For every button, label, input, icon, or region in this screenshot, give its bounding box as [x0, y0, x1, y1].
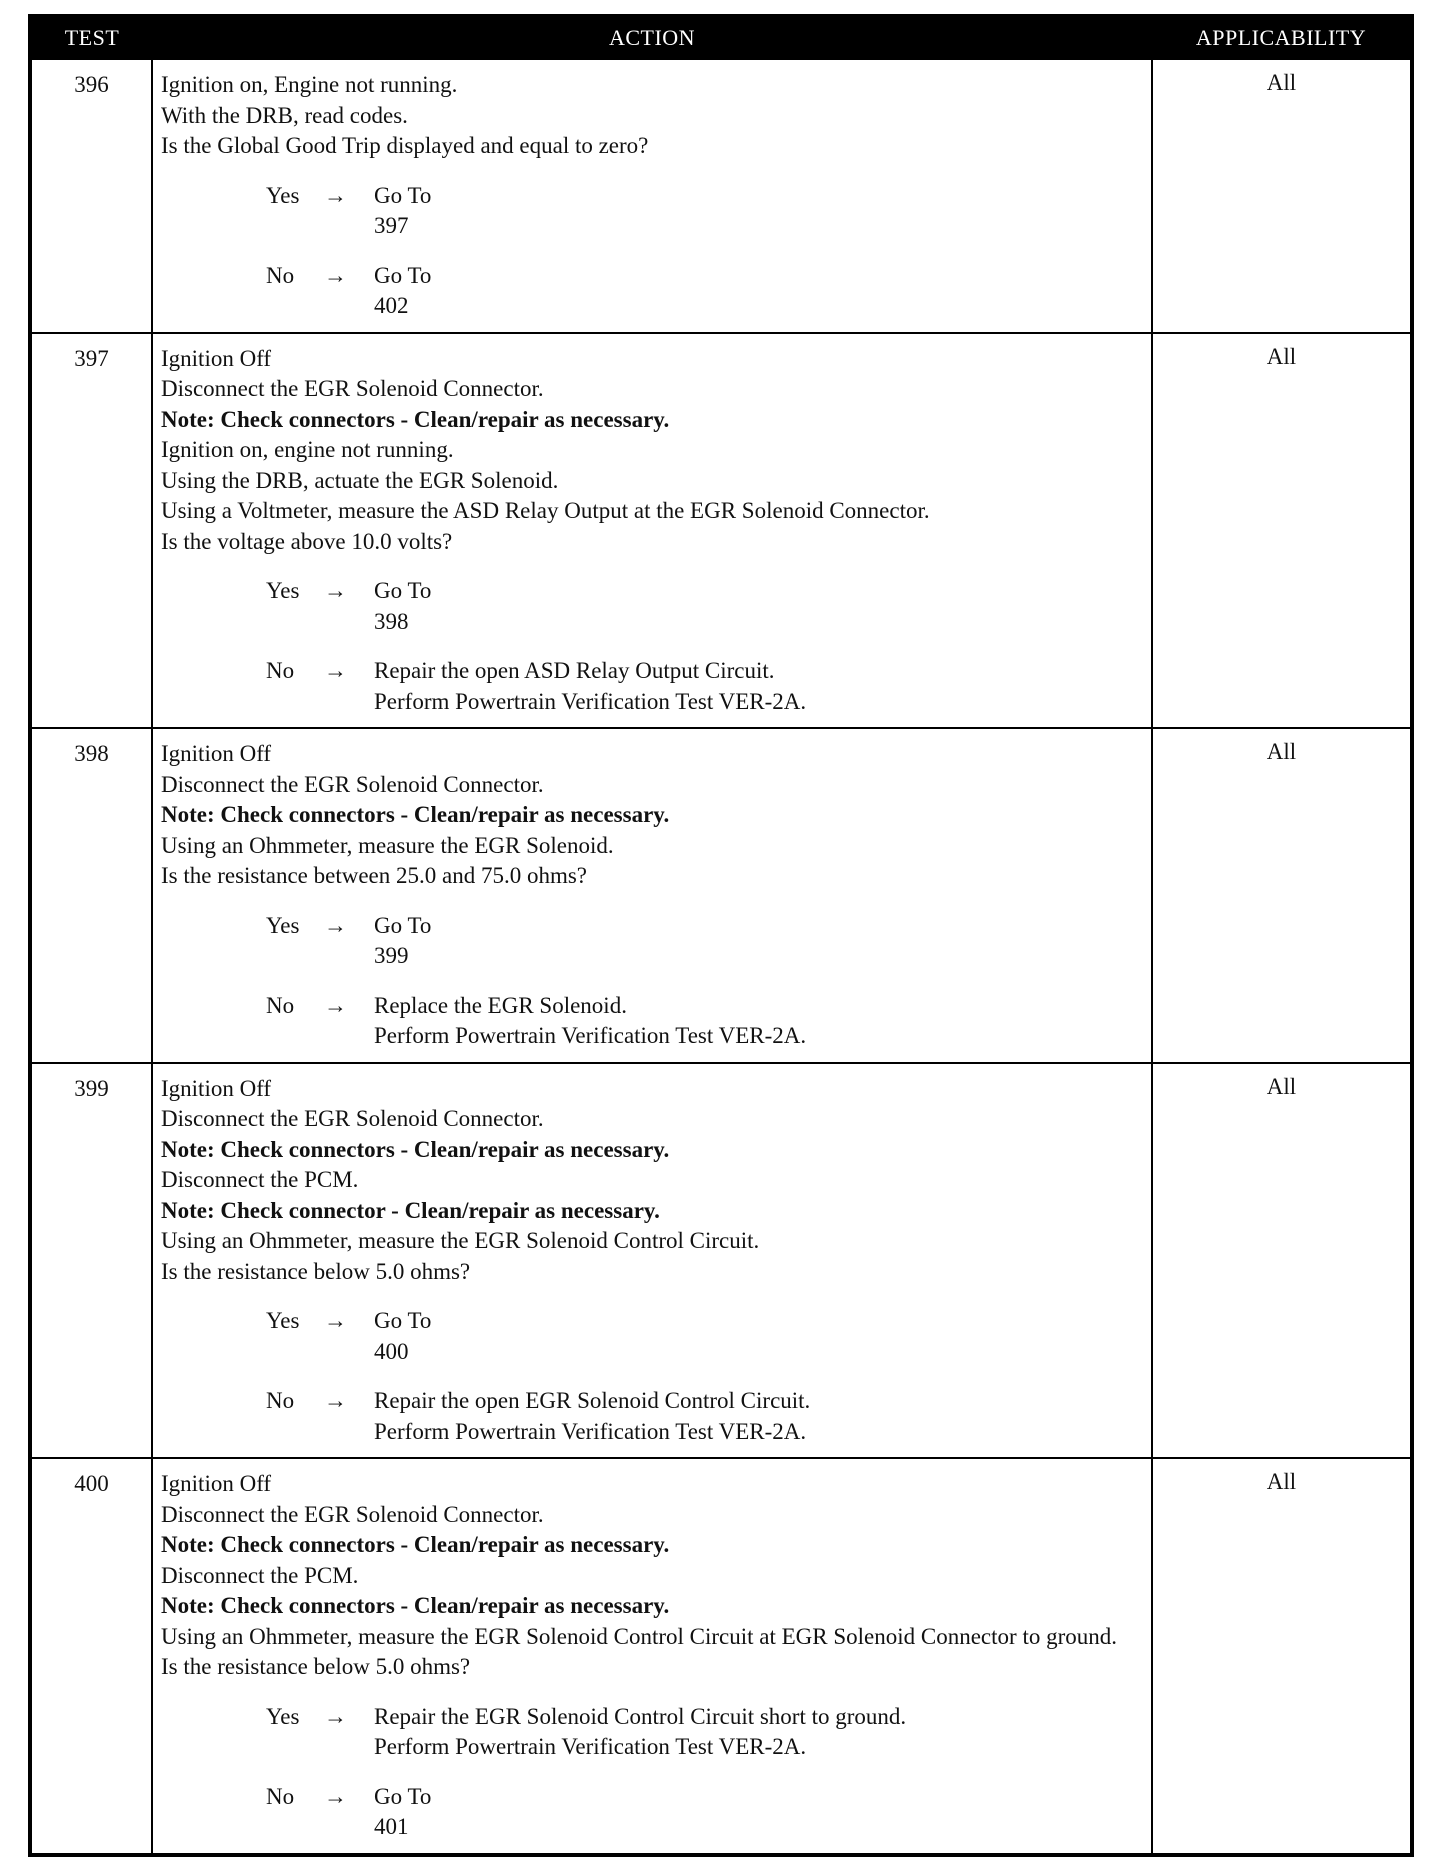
- no-branch: [266, 1386, 1145, 1447]
- header-action: ACTION: [152, 16, 1152, 59]
- arrow-icon: →: [324, 1783, 347, 1809]
- action-line: Ignition Off: [161, 1075, 272, 1101]
- no-branch: [266, 1782, 1145, 1843]
- applicability-value: All: [1152, 1458, 1412, 1855]
- table-row-test-396: [30, 59, 1412, 333]
- goto-reference: Go To 402: [374, 262, 432, 318]
- action-line: Is the voltage above 10.0 volts?: [161, 528, 453, 554]
- action-line: With the DRB, read codes.: [161, 102, 408, 128]
- applicability-value: All: [1152, 333, 1412, 729]
- branch-instruction: Repair the open EGR Solenoid Control Circuit.: [374, 1388, 811, 1413]
- action-line: Disconnect the PCM.: [161, 1167, 359, 1192]
- action-line: Disconnect the EGR Solenoid Connector.: [161, 1501, 544, 1527]
- test-number: 399: [30, 1063, 152, 1459]
- no-label: No: [266, 1783, 295, 1809]
- branch-instruction: Replace the EGR Solenoid.: [374, 992, 627, 1018]
- action-line: Disconnect the PCM.: [161, 1562, 359, 1588]
- no-label: No: [266, 992, 295, 1018]
- action-line: Ignition Off: [161, 1471, 272, 1496]
- header-applicability: APPLICABILITY: [1152, 16, 1412, 59]
- diagnostic-test-table-sheet: [28, 14, 1410, 1857]
- yes-branch: [266, 181, 1145, 242]
- goto-reference: Go To 398: [374, 578, 432, 634]
- header-test: TEST: [30, 16, 152, 59]
- action-line: Using the DRB, actuate the EGR Solenoid.: [161, 467, 559, 493]
- no-label: No: [266, 262, 295, 288]
- yes-label: Yes: [266, 912, 300, 938]
- test-number: 397: [30, 333, 152, 729]
- table-row-test-400: [30, 1458, 1412, 1855]
- action-line: Using an Ohmmeter, measure the EGR Solenoid.: [161, 832, 614, 858]
- yes-label: Yes: [266, 578, 300, 603]
- table-row-test-397: [30, 333, 1412, 729]
- action-line: Ignition Off: [161, 345, 272, 371]
- action-line: Disconnect the EGR Solenoid Connector.: [161, 771, 544, 797]
- applicability-value: All: [1152, 59, 1412, 333]
- action-line: Disconnect the EGR Solenoid Connector.: [161, 376, 544, 401]
- yes-label: Yes: [266, 1308, 300, 1333]
- branch-instruction: Perform Powertrain Verification Test VER-2A.: [374, 1418, 807, 1444]
- goto-reference: Go To 400: [374, 1308, 432, 1364]
- action-line: Is the Global Good Trip displayed and equal to zero?: [161, 133, 649, 158]
- arrow-icon: →: [324, 1388, 347, 1413]
- action-line: Ignition on, Engine not running.: [161, 72, 458, 97]
- no-branch: [266, 261, 1145, 322]
- action-line: Ignition on, engine not running.: [161, 437, 454, 462]
- no-label: No: [266, 658, 295, 683]
- action-line: Ignition Off: [161, 741, 272, 766]
- no-branch: [266, 991, 1145, 1052]
- branch-instruction: Repair the EGR Solenoid Control Circuit short to ground.: [374, 1703, 907, 1729]
- action-cell: [152, 59, 1152, 333]
- test-number: 398: [30, 728, 152, 1063]
- arrow-icon: →: [324, 1703, 347, 1729]
- yes-branch: [266, 576, 1145, 637]
- note-line: Note: Check connectors - Clean/repair as necessary.: [161, 1136, 670, 1162]
- no-label: No: [266, 1388, 295, 1413]
- action-line: Disconnect the EGR Solenoid Connector.: [161, 1106, 544, 1131]
- action-cell: [152, 1063, 1152, 1459]
- test-number: 396: [30, 59, 152, 333]
- applicability-value: All: [1152, 1063, 1412, 1459]
- yes-branch: [266, 911, 1145, 972]
- note-line: Note: Check connectors - Clean/repair as necessary.: [161, 802, 670, 827]
- goto-reference: Go To 401: [374, 1783, 432, 1839]
- arrow-icon: →: [324, 262, 347, 288]
- arrow-icon: →: [324, 658, 347, 683]
- branch-instruction: Repair the open ASD Relay Output Circuit.: [374, 658, 775, 683]
- yes-branch: [266, 1306, 1145, 1367]
- test-number: 400: [30, 1458, 152, 1855]
- note-line: Note: Check connector - Clean/repair as necessary.: [161, 1197, 660, 1223]
- goto-reference: Go To 399: [374, 912, 432, 968]
- action-line: Using a Voltmeter, measure the ASD Relay Output at the EGR Solenoid Connector.: [161, 498, 930, 523]
- action-line: Is the resistance below 5.0 ohms?: [161, 1654, 471, 1679]
- diagnostic-test-table: [28, 14, 1414, 1857]
- note-line: Note: Check connectors - Clean/repair as necessary.: [161, 1532, 670, 1557]
- yes-label: Yes: [266, 1703, 300, 1729]
- arrow-icon: →: [324, 992, 347, 1018]
- arrow-icon: →: [324, 1308, 347, 1333]
- applicability-value: All: [1152, 728, 1412, 1063]
- arrow-icon: →: [324, 912, 347, 938]
- action-line: Using an Ohmmeter, measure the EGR Solenoid Control Circuit at EGR Solenoid Connector to ground.: [161, 1623, 1117, 1649]
- branch-instruction: Perform Powertrain Verification Test VER-2A.: [374, 688, 807, 714]
- yes-label: Yes: [266, 182, 300, 208]
- action-cell: [152, 1458, 1152, 1855]
- arrow-icon: →: [324, 578, 347, 603]
- action-cell: [152, 728, 1152, 1063]
- note-line: Note: Check connectors - Clean/repair as necessary.: [161, 406, 670, 432]
- table-header-row: [30, 16, 1412, 59]
- arrow-icon: →: [324, 182, 347, 208]
- branch-instruction: Perform Powertrain Verification Test VER-2A.: [374, 1023, 807, 1048]
- no-branch: [266, 656, 1145, 717]
- action-line: Using an Ohmmeter, measure the EGR Solenoid Control Circuit.: [161, 1228, 760, 1253]
- yes-branch: [266, 1702, 1145, 1763]
- action-cell: [152, 333, 1152, 729]
- table-row-test-398: [30, 728, 1412, 1063]
- goto-reference: Go To 397: [374, 182, 432, 238]
- table-row-test-399: [30, 1063, 1412, 1459]
- action-line: Is the resistance between 25.0 and 75.0 ohms?: [161, 863, 588, 888]
- branch-instruction: Perform Powertrain Verification Test VER-2A.: [374, 1734, 807, 1759]
- action-line: Is the resistance below 5.0 ohms?: [161, 1258, 471, 1284]
- note-line: Note: Check connectors - Clean/repair as necessary.: [161, 1593, 670, 1618]
